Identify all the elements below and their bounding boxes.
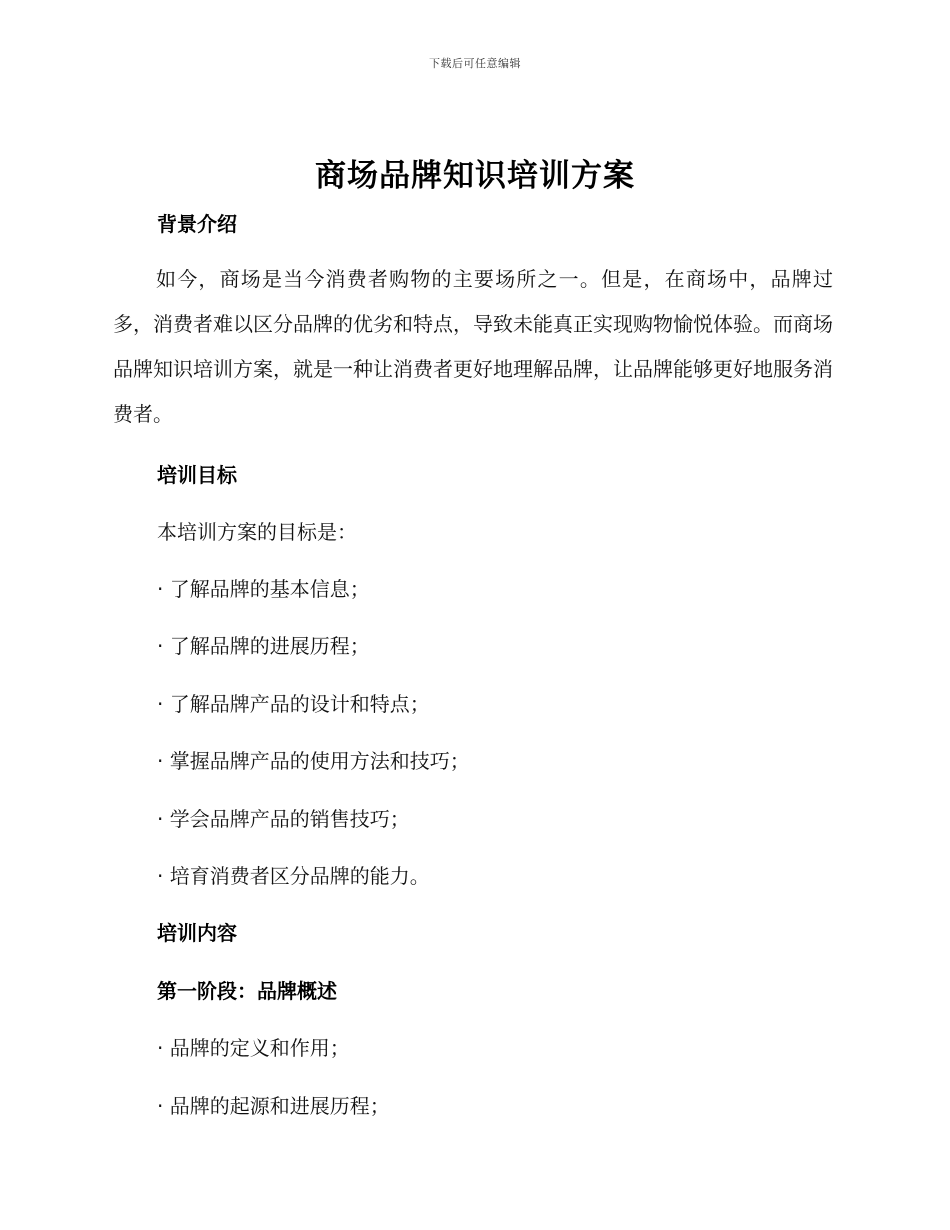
document-title: 商场品牌知识培训方案: [315, 158, 635, 194]
goal-item: · 培育消费者区分品牌的能力。: [157, 864, 430, 888]
stage1-item: · 品牌的起源和进展历程；: [157, 1094, 390, 1118]
stage1-item: · 品牌的定义和作用；: [157, 1036, 350, 1060]
section-heading-goals: 培训目标: [157, 463, 237, 487]
goal-item: · 了解品牌产品的设计和特点；: [157, 692, 430, 716]
goal-item: · 了解品牌的基本信息；: [157, 577, 370, 601]
goal-item: · 学会品牌产品的销售技巧；: [157, 807, 410, 831]
goal-item: · 了解品牌的进展历程；: [157, 634, 370, 658]
goal-item: · 掌握品牌产品的使用方法和技巧；: [157, 749, 470, 773]
section-heading-content: 培训内容: [157, 921, 237, 945]
header-note: 下载后可任意编辑: [429, 57, 521, 70]
stage1-heading: 第一阶段：品牌概述: [157, 979, 337, 1003]
section-heading-background: 背景介绍: [157, 212, 237, 236]
goals-intro: 本培训方案的目标是：: [157, 520, 357, 544]
background-paragraph: 如今，商场是当今消费者购物的主要场所之一。但是，在商场中，品牌过多，消费者难以区分品牌的优劣和特点，导致未能真正实现购物愉悦体验。而商场品牌知识培训方案，就是一种让消费者更好地理解品牌，让品牌能够更好地服务消费者。: [113, 267, 833, 426]
